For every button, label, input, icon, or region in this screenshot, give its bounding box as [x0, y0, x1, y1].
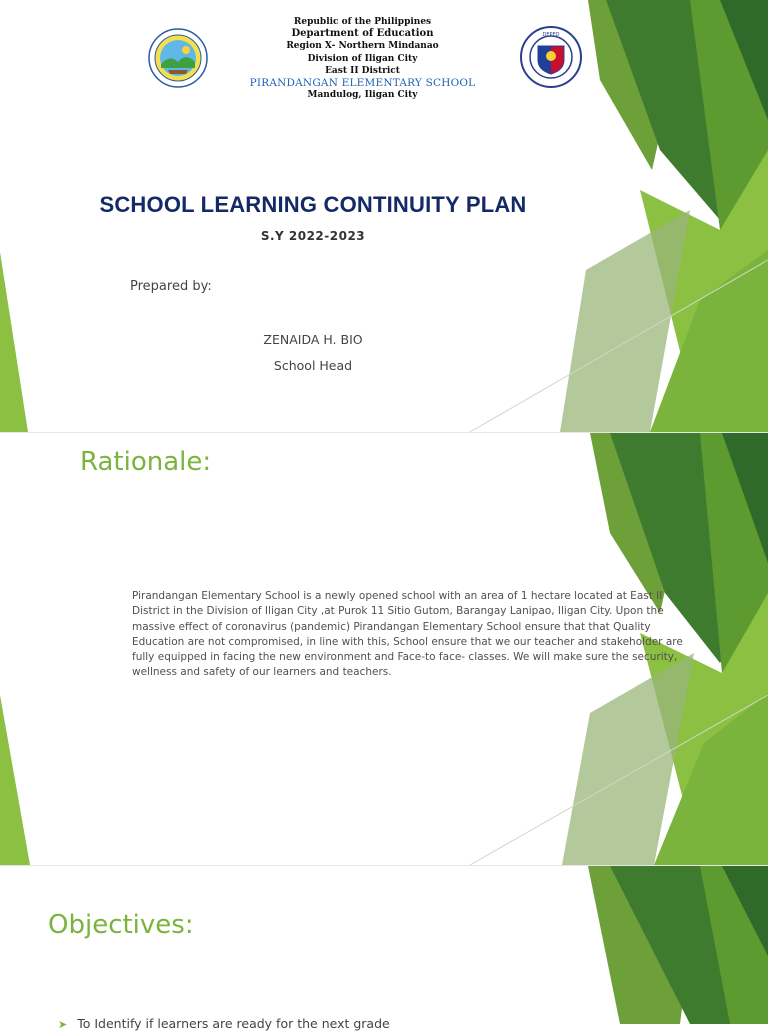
bullet-arrow-icon: ➤: [58, 1018, 68, 1031]
slide-title: [0, 0, 768, 432]
svg-text:DEPED: DEPED: [542, 32, 560, 38]
preparer-role: School Head: [273, 358, 353, 373]
school-year: S.Y 2022-2023: [260, 229, 366, 243]
preparer-name: ZENAIDA H. BIO: [263, 332, 363, 347]
deped-seal-logo: [518, 26, 584, 88]
letterhead-line: Department of Education: [291, 28, 434, 40]
slide-objectives: [0, 866, 768, 1031]
letterhead: [230, 16, 495, 101]
letterhead-line: Region X- Northern Mindanao: [286, 41, 439, 52]
rationale-paragraph: Pirandangan Elementary School is a newly opened school with an area of 1 hectare located at East II District in the Division of Iligan City ,at Purok 11 Sitio Gutom, Barangay Lanipao, Iligan City. Upon the massive effect of coronavirus (pandemic) Pirandangan Elementary School ensure that that Quality Education are not compromised, in line with this, School ensure that we our teacher and stakeholder are fully equipped in facing the new environment and Face-to face- classes. We will make sure the security, wellness and safety of our learners and teachers.: [132, 590, 683, 679]
section-heading: Rationale:: [80, 447, 212, 477]
letterhead-line: Republic of the Philippines: [293, 17, 432, 27]
school-name: PIRANDANGAN ELEMENTARY SCHOOL: [249, 77, 476, 90]
document-title: SCHOOL LEARNING CONTINUITY PLAN: [99, 192, 527, 217]
green-facet-decoration: [0, 866, 768, 1024]
slide-rationale: [0, 433, 768, 865]
prepared-by-label: Prepared by:: [130, 279, 212, 294]
school-seal-logo: [148, 28, 208, 88]
bullet-text: To Identify if learners are ready for the next grade: [77, 1016, 390, 1031]
letterhead-line: East II District: [325, 65, 400, 76]
letterhead-line: Division of Iligan City: [307, 53, 418, 64]
school-address: Mandulog, Iligan City: [307, 90, 418, 101]
objective-bullet: [58, 1016, 390, 1031]
section-heading: Objectives:: [48, 910, 194, 940]
